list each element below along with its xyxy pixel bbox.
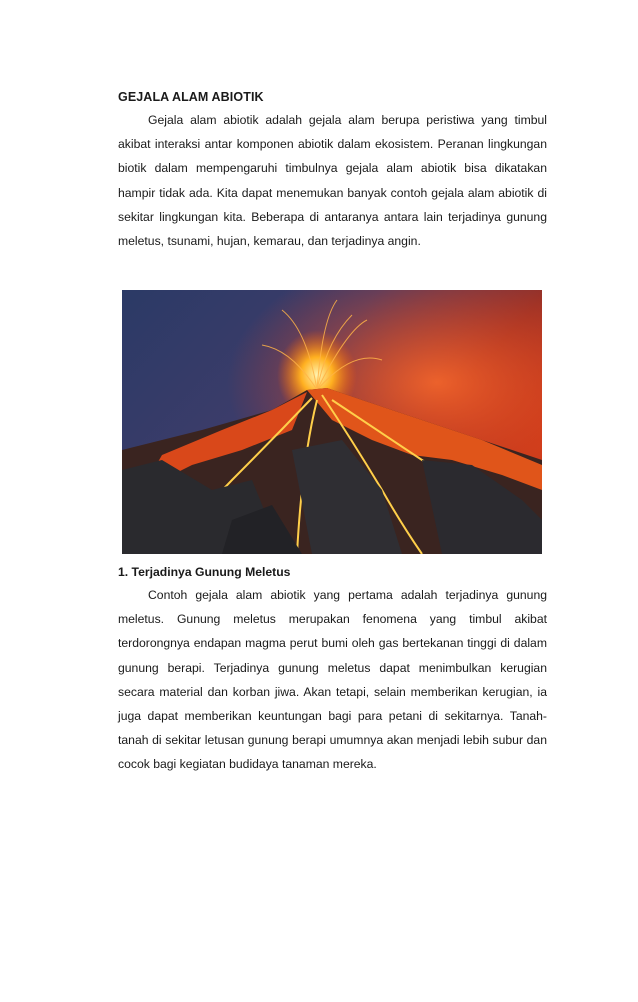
intro-paragraph: [118, 108, 547, 253]
subsection-heading: 1. Terjadinya Gunung Meletus: [118, 565, 291, 579]
volcano-eruption-image: [122, 290, 542, 554]
intro-paragraph-text: Gejala alam abiotik adalah gejala alam berupa peristiwa yang timbul akibat interaksi antar komponen abiotik dalam ekosistem. Peranan lingkungan biotik dalam mempengaruhi timbulnya gejala alam abiotik bisa dikatakan hampir tidak ada. Kita dapat menemukan banyak contoh gejala alam abiotik di sekitar lingkungan kita. Beberapa di antaranya antara lain terjadinya gunung meletus, tsunami, hujan, kemarau, dan terjadinya angin.: [118, 113, 547, 249]
subsection-paragraph: [118, 583, 547, 777]
subsection-paragraph-text: Contoh gejala alam abiotik yang pertama adalah terjadinya gunung meletus. Gunung meletus merupakan fenomena yang timbul akibat terdorongnya endapan magma perut bumi oleh gas bertekanan tinggi di dalam gunung berapi. Terjadinya gunung meletus dapat menimbulkan kerugian secara material dan korban jiwa. Akan tetapi, selain memberikan kerugian, ia juga dapat memberikan keuntungan bagi para petani di sekitarnya. Tanah-tanah di sekitar letusan gunung berapi umumnya akan menjadi lebih subur dan cocok bagi kegiatan budidaya tanaman mereka.: [118, 588, 547, 772]
section-title: GEJALA ALAM ABIOTIK: [118, 90, 264, 104]
volcano-figure: [122, 290, 542, 554]
